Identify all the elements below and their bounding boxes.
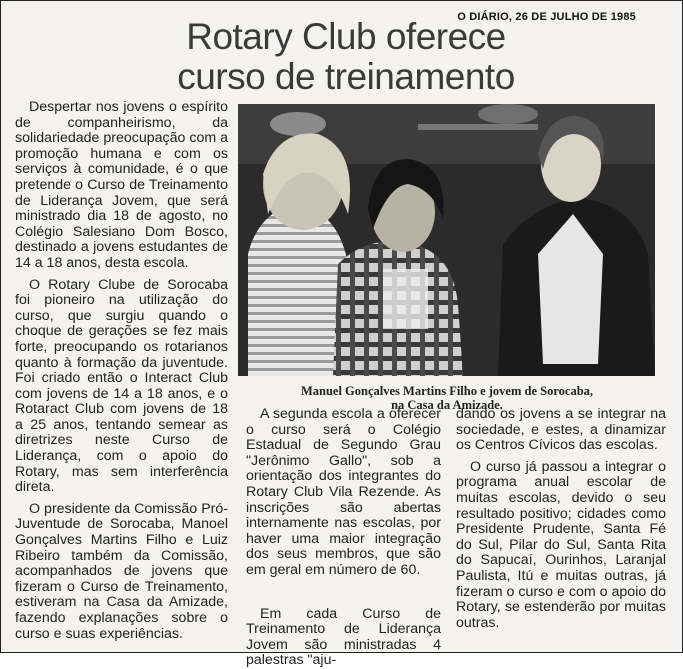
- dateline: O DIÁRIO, 26 DE JULHO DE 1985: [457, 11, 636, 23]
- article-column-1: [15, 100, 228, 642]
- paragraph: dando os jovens a se integrar na sociedade, e estes, a dinamizar os Centros Cívicos das escolas.: [456, 406, 666, 454]
- caption-line-1: Manuel Gonçalves Martins Filho e jovem de Sorocaba,: [300, 384, 594, 398]
- paragraph: Despertar nos jovens o espírito de companheirismo, da solidariedade preocupação com a promoção humana e com os serviços à comunidade, é o que pretende o Curso de Treinamento de Liderança Jovem, que será ministrado dia 18 de agosto, no Colégio Salesiano Dom Bosco, destinado a jovens estudantes de 14 a 18 anos, desta escola.: [15, 99, 228, 271]
- paragraph: O curso já passou a integrar o programa anual escolar de muitas escolas, devido o seu resultado positivo; cidades como Presidente Prudente, Santa Fé do Sul, Pilar do Sul, Santa Rita do Sapucaí, Ourinhos, Laranjal Paulista, Itú e muitas outras, já fizeram o curso e com o apoio do Rotary, se estenderão por muitas outras.: [456, 458, 666, 631]
- article-column-3: [456, 407, 666, 631]
- paragraph: O Rotary Clube de Sorocaba foi pioneiro na utilização do curso, que surgiu quando o choque de gerações se fez mais forte, preocupando os rotarianos quanto à formação da juventude. Foi criado então o Interact Club com jovens de 14 a 18 anos, e o Rotaract Club com jovens de 18 a 25 anos, tentando semear as diretrizes neste Curso de Liderança, com o apoio do Rotary, mas sem interferência direta.: [15, 276, 228, 496]
- caption-line-2: na Casa da Amizade.: [391, 398, 503, 412]
- photo-illustration: [238, 104, 655, 376]
- headline-line-1: Rotary Club oferece: [186, 16, 506, 57]
- paragraph: O presidente da Comissão Pró-Juventude de Sorocaba, Manoel Gonçalves Martins Filho e Luiz Ribeiro também da Comissão, acompanhados de jovens que fizeram o Curso de Treinamento, estiveram na Casa da Amizade, fazendo explanações sobre o curso e suas experiências.: [15, 500, 228, 642]
- article-column-2: [246, 407, 441, 669]
- paragraph: Em cada Curso de Treinamento de Liderança Jovem são ministradas 4 palestras "aju-: [246, 605, 441, 669]
- headline-line-2: curso de treinamento: [177, 56, 515, 97]
- headline: [151, 17, 541, 97]
- paragraph: A segunda escola a oferecer o curso será o Colégio Estadual de Segundo Grau "Jerônimo Gallo", sob a orientação dos integrantes do Rotary Club Vila Rezende. As inscrições são abertas internamente nas escolas, por haver uma maior integração dos seus membros, que são em geral em número de 60.: [246, 406, 441, 578]
- news-photo: [238, 104, 655, 376]
